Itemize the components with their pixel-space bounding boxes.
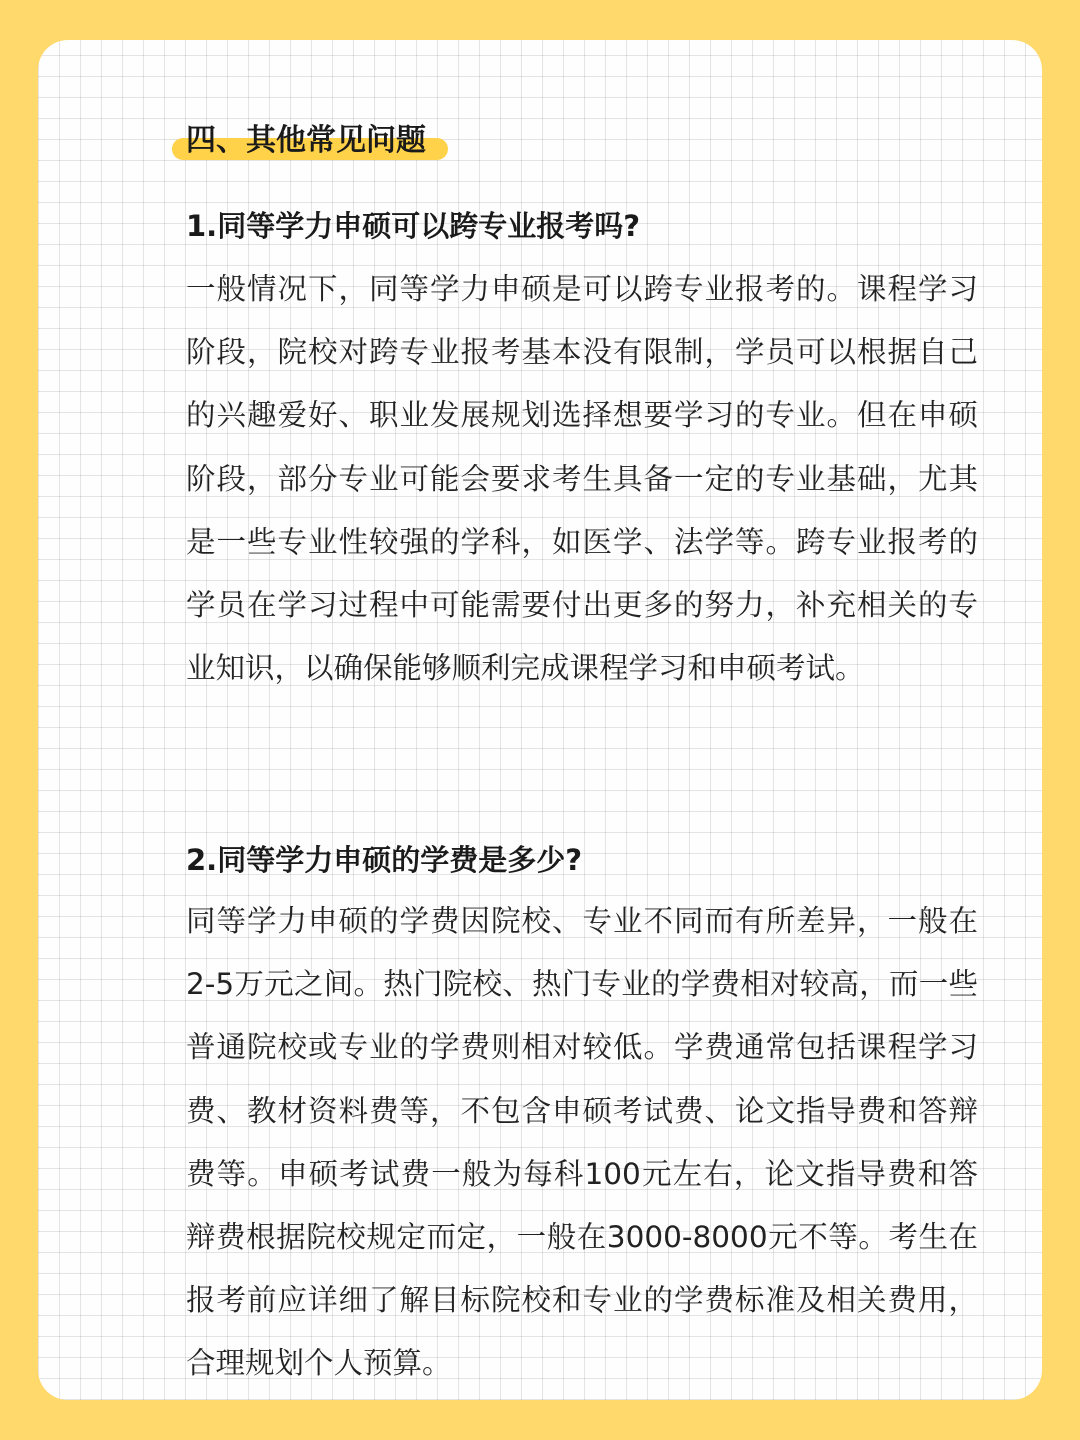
section-title: 四、其他常见问题 (186, 123, 426, 158)
question-1-body: 一般情况下，同等学力申硕是可以跨专业报考的。课程学习阶段，院校对跨专业报考基本没有限制，学员可以根据自己的兴趣爱好、职业发展规划选择想要学习的专业。但在申硕阶段，部分专业可能会要求考生具备一定的专业基础，尤其是一些专业性较强的学科，如医学、法学等。跨专业报考的学员在学习过程中可能需要付出更多的努力，补充相关的专业知识，以确保能够顺利完成课程学习和申硕考试。 (186, 272, 978, 686)
question-1-title: 1.同等学力申硕可以跨专业报考吗? (186, 209, 641, 243)
question-2-title: 2.同等学力申硕的学费是多少? (186, 843, 583, 877)
content-card (38, 40, 1042, 1400)
question-2-body: 同等学力申硕的学费因院校、专业不同而有所差异，一般在2-5万元之间。热门院校、热门专业的学费相对较高，而一些普通院校或专业的学费则相对较低。学费通常包括课程学习费、教材资料费等，不包含申硕考试费、论文指导费和答辩费等。申硕考试费一般为每科100元左右，论文指导费和答辩费根据院校规定而定，一般在3000-8000元不等。考生在报考前应详细了解目标院校和专业的学费标准及相关费用，合理规划个人预算。 (186, 904, 978, 1381)
